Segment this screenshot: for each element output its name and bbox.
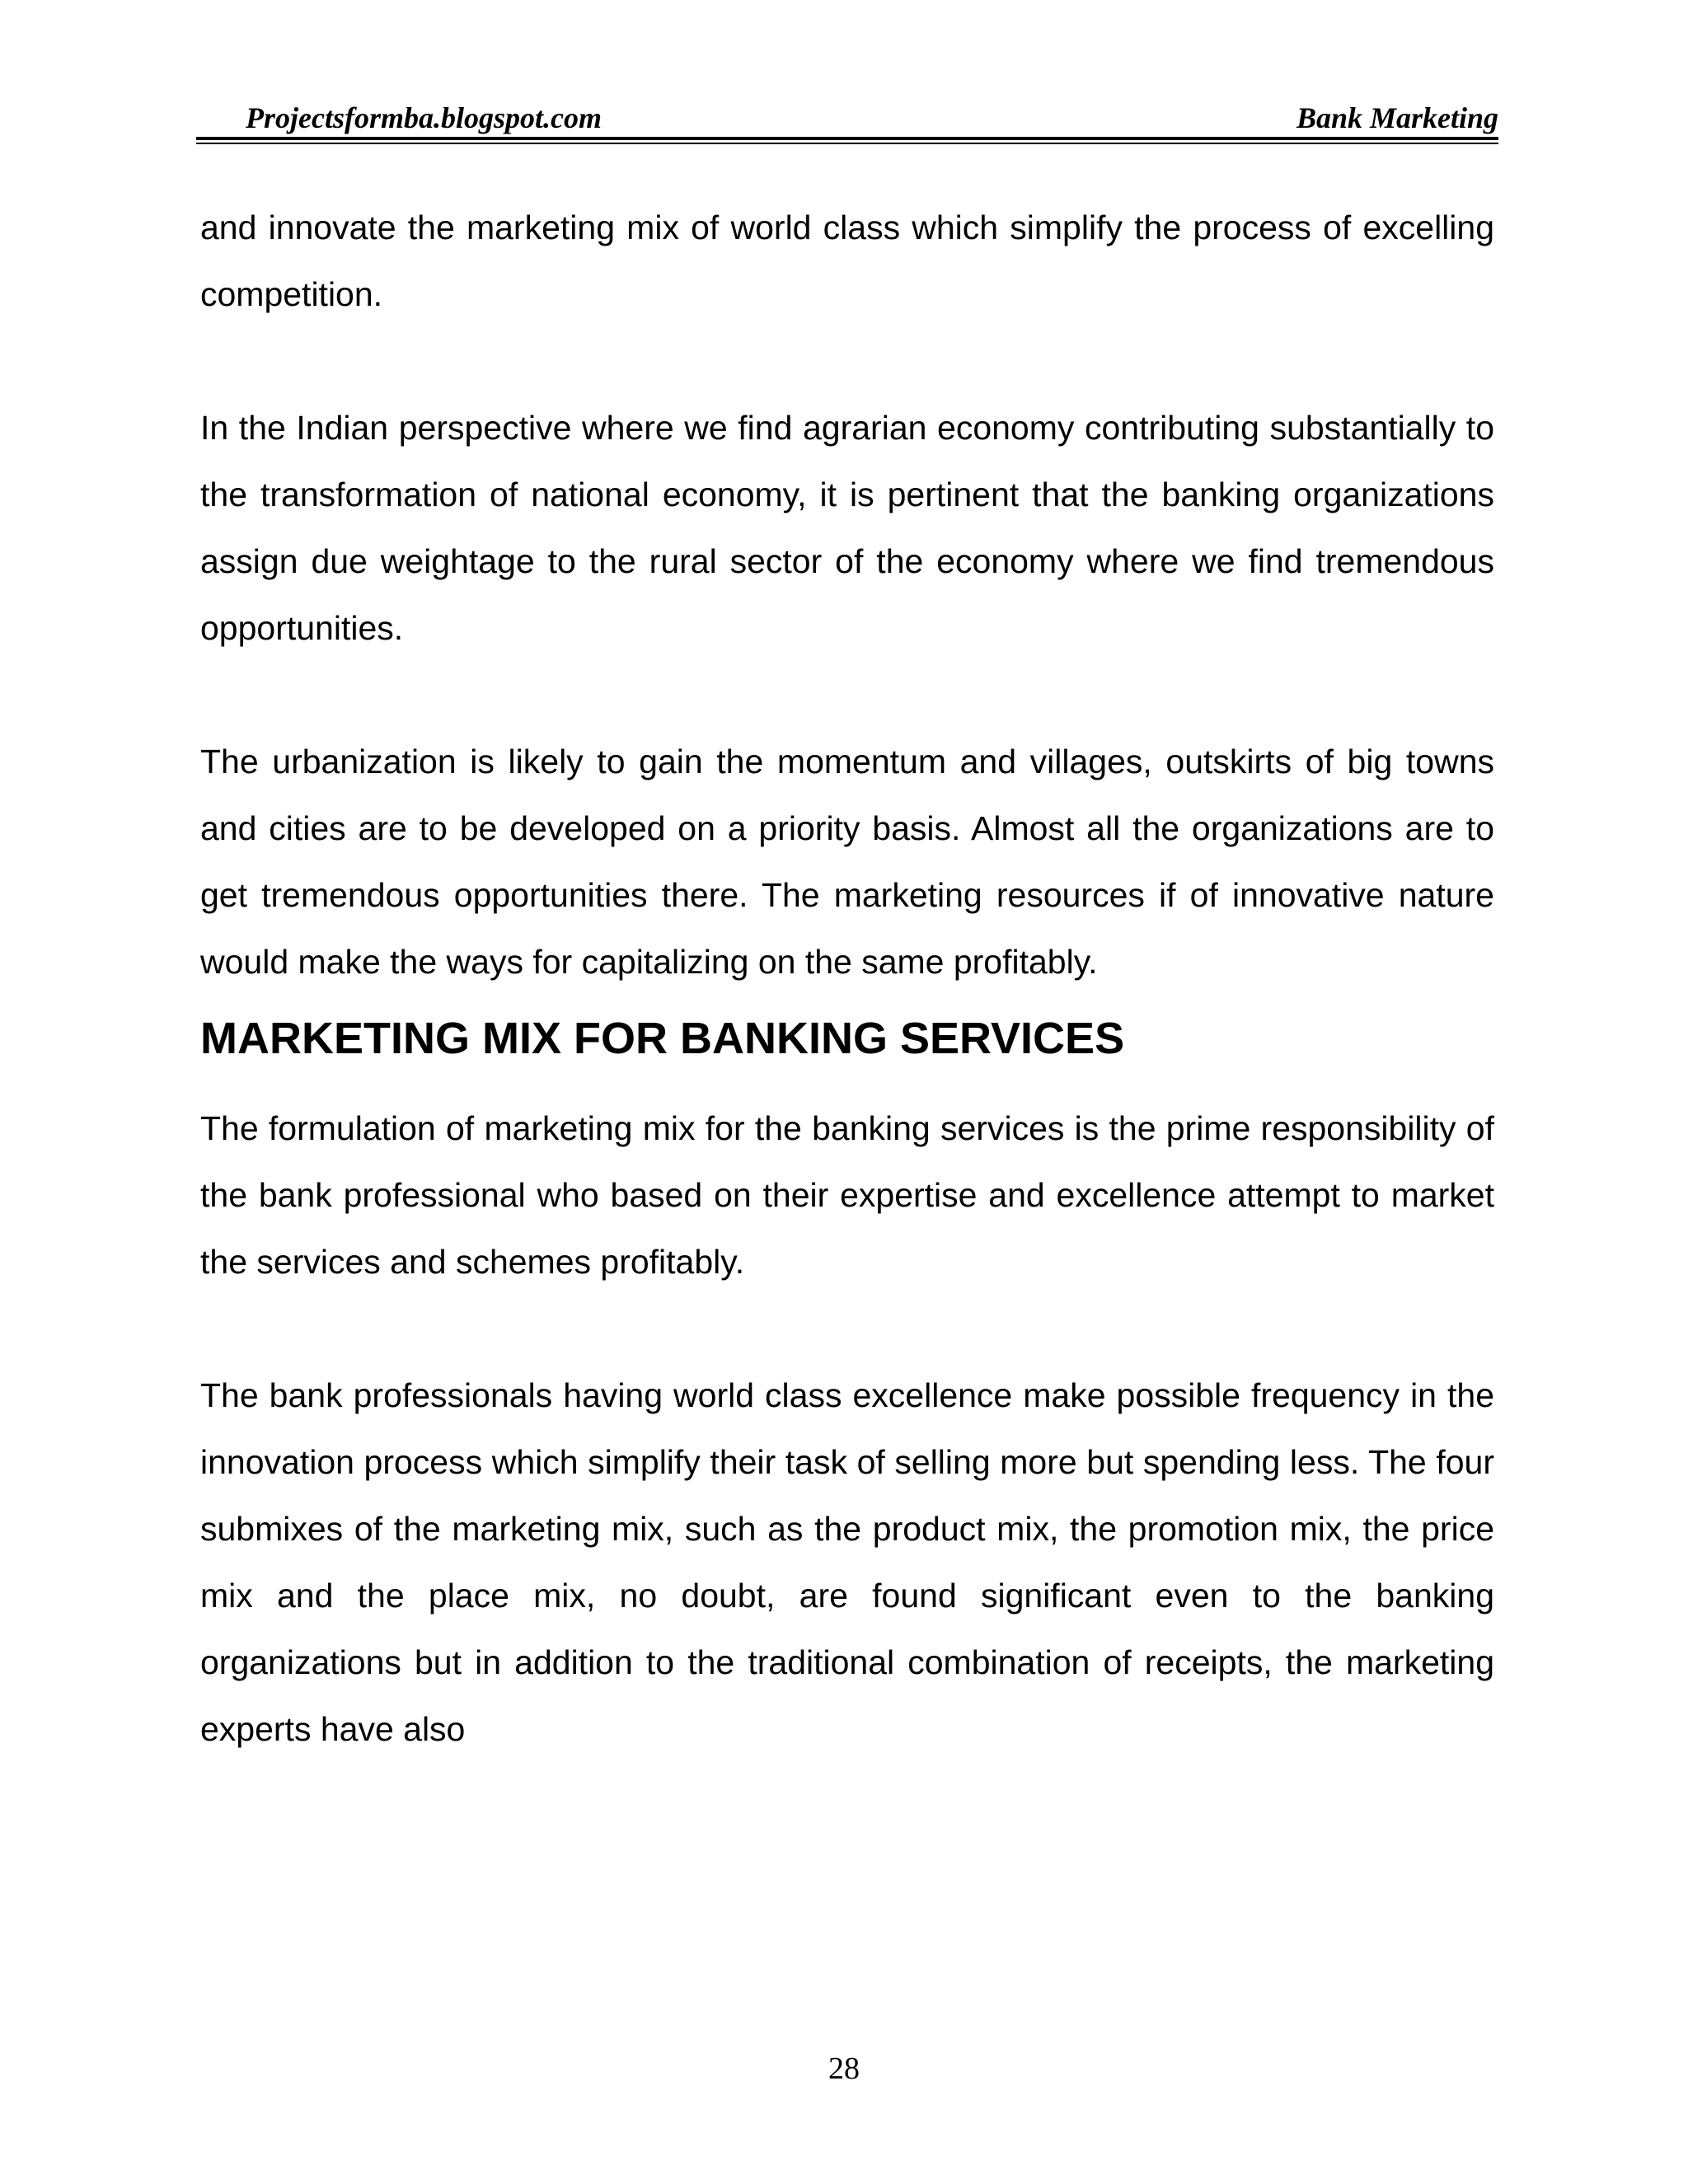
section-heading: MARKETING MIX FOR BANKING SERVICES	[200, 1014, 1125, 1063]
paragraph-gap	[200, 1296, 1494, 1362]
paragraph-indian-perspective: In the Indian perspective where we find agrarian economy contributing substantially to the transformation of national economy, it is pertinent that the banking organizations assign due weightage to the rural sector of the economy where we find tremendous opportunities.	[200, 409, 1494, 647]
running-header	[196, 97, 1498, 140]
paragraph-continuation: and innovate the marketing mix of world class which simplify the process of excelling competition.	[200, 209, 1494, 313]
paragraph-urbanization: The urbanization is likely to gain the momentum and villages, outskirts of big towns and cities are to be developed on a priority basis. Almost all the organizations are to get tremendous opportunities there. The marketing resources if of innovative nature would make the ways for capitalizing on the same profitably.	[200, 743, 1494, 981]
header-title: Bank Marketing	[1296, 101, 1498, 134]
body-content	[200, 194, 1494, 1763]
header-rule-thin	[196, 143, 1498, 144]
paragraph-gap	[200, 328, 1494, 395]
paragraph-formulation: The formulation of marketing mix for the banking services is the prime responsibility of the bank professional who based on their expertise and excellence attempt to market the services and schemes profitably.	[200, 1109, 1494, 1281]
paragraph-gap	[200, 662, 1494, 729]
header-website: Projectsformba.blogspot.com	[246, 101, 602, 134]
header-rule-thick	[196, 137, 1498, 140]
paragraph-bank-professionals: The bank professionals having world class excellence make possible frequency in the innovation process which simplify their task of selling more but spending less. The four submixes of the marketing mix, such as the product mix, the promotion mix, the price mix and the place mix, no doubt, are found significant even to the banking organizations but in addition to the traditional combination of receipts, the marketing experts have also	[200, 1376, 1494, 1748]
page-number: 28	[828, 2051, 860, 2086]
